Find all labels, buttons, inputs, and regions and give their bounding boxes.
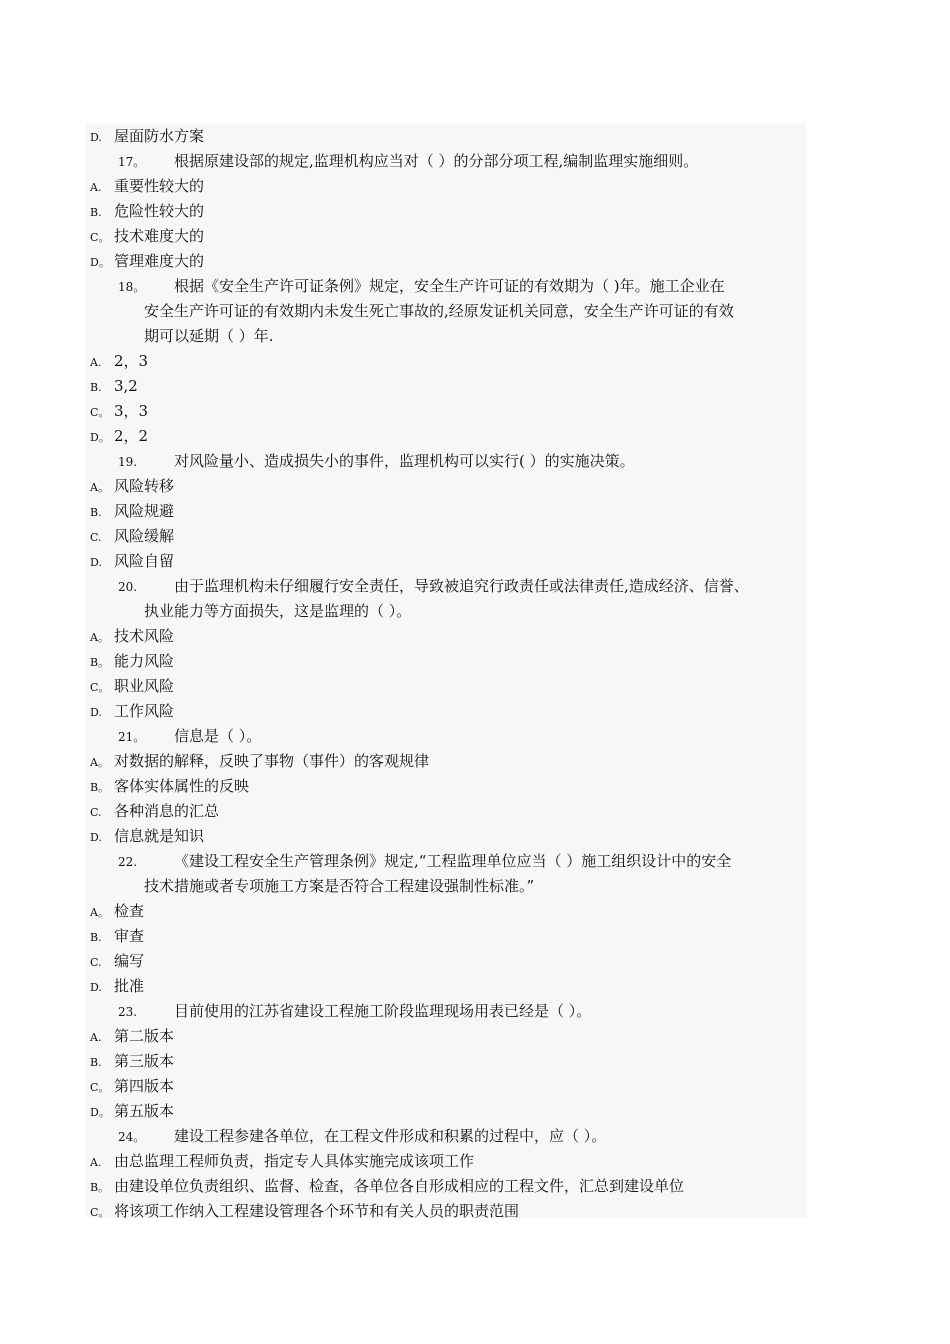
option-letter: D。 bbox=[90, 1106, 110, 1119]
answer-option bbox=[90, 624, 806, 649]
question bbox=[90, 149, 806, 174]
answer-option bbox=[90, 199, 806, 224]
option-text: 客体实体属性的反映 bbox=[114, 777, 250, 795]
option-text: 风险转移 bbox=[114, 477, 175, 495]
answer-option bbox=[90, 1049, 806, 1074]
question-number: 21。 bbox=[118, 730, 146, 744]
option-text: 能力风险 bbox=[114, 652, 175, 670]
answer-option bbox=[90, 1074, 806, 1099]
answer-option bbox=[90, 799, 806, 824]
option-text: 2，2 bbox=[114, 427, 149, 445]
question-text: 建设工程参建各单位，在工程文件形成和积累的过程中，应（ ）。 bbox=[174, 1127, 607, 1145]
option-text: 审查 bbox=[114, 927, 145, 945]
question bbox=[90, 849, 806, 874]
option-text: 危险性较大的 bbox=[114, 202, 205, 220]
option-text: 各种消息的汇总 bbox=[114, 802, 220, 820]
option-letter: C。 bbox=[90, 1081, 110, 1094]
question bbox=[90, 449, 806, 474]
question bbox=[90, 274, 806, 299]
option-text: 对数据的解释，反映了事物（事件）的客观规律 bbox=[114, 752, 430, 770]
answer-option bbox=[90, 1099, 806, 1124]
answer-option bbox=[90, 649, 806, 674]
option-letter: A. bbox=[90, 1156, 102, 1169]
option-letter: C。 bbox=[90, 231, 110, 244]
option-letter: B. bbox=[90, 506, 102, 519]
question-continuation: 期可以延期（ ）年. bbox=[144, 327, 274, 345]
option-text: 技术风险 bbox=[114, 627, 175, 645]
answer-option bbox=[90, 524, 806, 549]
question-continuation: 技术措施或者专项施工方案是否符合工程建设强制性标准。” bbox=[144, 877, 535, 895]
option-text: 第二版本 bbox=[114, 1027, 175, 1045]
question-text: 《建设工程安全生产管理条例》规定,“工程监理单位应当（ ）施工组织设计中的安全 bbox=[174, 852, 732, 870]
option-letter: C. bbox=[90, 956, 102, 969]
option-letter: D。 bbox=[90, 256, 110, 269]
option-text: 第五版本 bbox=[114, 1102, 175, 1120]
option-text: 检查 bbox=[114, 902, 145, 920]
answer-option bbox=[90, 249, 806, 274]
answer-option bbox=[90, 1174, 806, 1199]
option-letter: A. bbox=[90, 356, 102, 369]
answer-option bbox=[90, 349, 806, 374]
answer-option bbox=[90, 974, 806, 999]
answer-option bbox=[90, 1024, 806, 1049]
option-text: 3，3 bbox=[114, 402, 149, 420]
answer-option bbox=[90, 1149, 806, 1174]
option-text: 批准 bbox=[114, 977, 145, 995]
option-letter: D. bbox=[90, 831, 102, 844]
option-letter: C。 bbox=[90, 406, 110, 419]
option-text: 由总监理工程师负责，指定专人具体实施完成该项工作 bbox=[114, 1152, 475, 1170]
answer-option bbox=[90, 949, 806, 974]
question bbox=[90, 724, 806, 749]
option-letter: B. bbox=[90, 931, 102, 944]
option-text: 信息就是知识 bbox=[114, 827, 205, 845]
answer-option bbox=[90, 224, 806, 249]
option-text: 将该项工作纳入工程建设管理各个环节和有关人员的职责范围 bbox=[114, 1202, 520, 1220]
option-letter: C. bbox=[90, 531, 102, 544]
question-text: 信息是（ ）。 bbox=[174, 727, 262, 745]
option-text: 编写 bbox=[114, 952, 145, 970]
option-text: 技术难度大的 bbox=[114, 227, 205, 245]
answer-option bbox=[90, 924, 806, 949]
question-continuation: 安全生产许可证的有效期内未发生死亡事故的,经原发证机关同意，安全生产许可证的有效 bbox=[144, 302, 734, 320]
option-text: 风险缓解 bbox=[114, 527, 175, 545]
option-letter: D。 bbox=[90, 431, 110, 444]
question-number: 17。 bbox=[118, 155, 146, 169]
question-number: 18。 bbox=[118, 280, 146, 294]
answer-option bbox=[90, 174, 806, 199]
answer-option bbox=[90, 424, 806, 449]
answer-option bbox=[90, 474, 806, 499]
option-text: 第四版本 bbox=[114, 1077, 175, 1095]
option-text: 职业风险 bbox=[114, 677, 175, 695]
option-letter: A. bbox=[90, 181, 102, 194]
question-text: 对风险量小、造成损失小的事件，监理机构可以实行( ）的实施决策。 bbox=[174, 452, 635, 470]
answer-option bbox=[90, 399, 806, 424]
option-text: 管理难度大的 bbox=[114, 252, 205, 270]
question bbox=[90, 574, 806, 599]
option-letter: A. bbox=[90, 1031, 102, 1044]
question bbox=[90, 999, 806, 1024]
option-text: 3,2 bbox=[114, 377, 138, 395]
answer-option bbox=[90, 1199, 806, 1224]
option-letter: A。 bbox=[90, 756, 109, 769]
option-letter: D. bbox=[90, 131, 102, 144]
option-text: 2，3 bbox=[114, 352, 149, 370]
question-number: 20. bbox=[118, 580, 138, 594]
question-continuation: 执业能力等方面损失，这是监理的（ ）。 bbox=[144, 602, 412, 620]
answer-option bbox=[90, 899, 806, 924]
answer-option bbox=[90, 549, 806, 574]
question-text: 根据《安全生产许可证条例》规定，安全生产许可证的有效期为（ )年。施工企业在 bbox=[174, 277, 725, 295]
answer-option bbox=[90, 124, 806, 149]
option-letter: A。 bbox=[90, 631, 109, 644]
option-text: 第三版本 bbox=[114, 1052, 175, 1070]
question-text: 目前使用的江苏省建设工程施工阶段监理现场用表已经是（ ）。 bbox=[174, 1002, 592, 1020]
option-letter: C。 bbox=[90, 1206, 110, 1219]
option-letter: B。 bbox=[90, 781, 110, 794]
option-letter: B。 bbox=[90, 1181, 110, 1194]
answer-option bbox=[90, 699, 806, 724]
question-text: 由于监理机构未仔细履行安全责任，导致被追究行政责任或法律责任,造成经济、信誉、 bbox=[174, 577, 749, 595]
answer-option bbox=[90, 774, 806, 799]
option-text: 工作风险 bbox=[114, 702, 175, 720]
answer-option bbox=[90, 824, 806, 849]
option-text: 屋面防水方案 bbox=[114, 127, 205, 145]
question bbox=[90, 1124, 806, 1149]
option-letter: B. bbox=[90, 206, 102, 219]
question-number: 24。 bbox=[118, 1130, 146, 1144]
option-letter: D. bbox=[90, 556, 102, 569]
question-text: 根据原建设部的规定,监理机构应当对（ ）的分部分项工程,编制监理实施细则。 bbox=[174, 152, 699, 170]
answer-option bbox=[90, 374, 806, 399]
answer-option bbox=[90, 499, 806, 524]
option-text: 重要性较大的 bbox=[114, 177, 205, 195]
option-letter: D. bbox=[90, 981, 102, 994]
option-letter: B. bbox=[90, 381, 102, 394]
option-letter: C. bbox=[90, 806, 102, 819]
option-letter: D. bbox=[90, 706, 102, 719]
question-number: 22. bbox=[118, 855, 138, 869]
option-letter: C。 bbox=[90, 681, 110, 694]
document-body bbox=[90, 124, 806, 1224]
option-text: 风险规避 bbox=[114, 502, 175, 520]
option-text: 风险自留 bbox=[114, 552, 175, 570]
option-letter: B。 bbox=[90, 656, 110, 669]
option-letter: A。 bbox=[90, 481, 109, 494]
option-letter: B. bbox=[90, 1056, 102, 1069]
option-letter: A。 bbox=[90, 906, 109, 919]
question-number: 19. bbox=[118, 455, 138, 469]
option-text: 由建设单位负责组织、监督、检查，各单位各自形成相应的工程文件，汇总到建设单位 bbox=[114, 1177, 685, 1195]
question-number: 23. bbox=[118, 1005, 138, 1019]
answer-option bbox=[90, 749, 806, 774]
answer-option bbox=[90, 674, 806, 699]
